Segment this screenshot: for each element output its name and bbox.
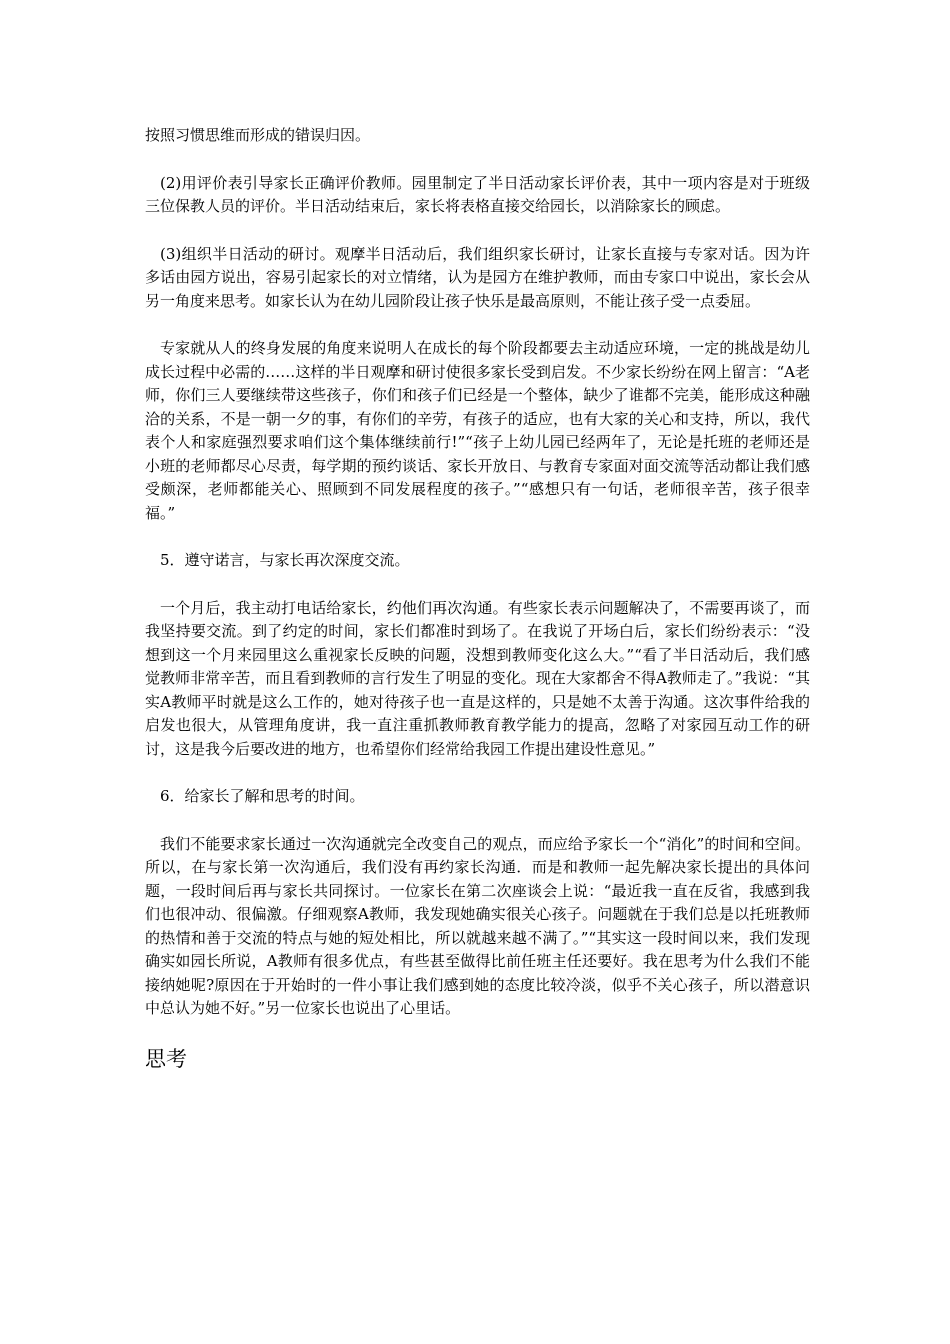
- paragraph-follow-up-call: 一个月后，我主动打电话给家长，约他们再次沟通。有些家长表示问题解决了，不需要再谈了，而我坚持要交流。到了约定的时间，家长们都准时到场了。在我说了开场白后，家长们纷纷表示：“没想到这一个月来园里这么重视家长反映的问题，没想到教师变化这么大。”“看了半日活动后，我们感觉教师非常辛苦，而且看到教师的言行发生了明显的变化。现在大家都舍不得A教师走了。”我说：“其实A教师平时就是这么工作的，她对待孩子也一直是这样的，只是她不太善于沟通。这次事件给我的启发也很大，从管理角度讲，我一直注重抓教师教育教学能力的提高，忽略了对家园互动工作的研讨，这是我今后要改进的地方，也希望你们经常给我园工作提出建设性意见。”: [145, 598, 810, 758]
- section-heading-6: 6．给家长了解和思考的时间。: [160, 787, 365, 805]
- paragraph-digest-time: 我们不能要求家长通过一次沟通就完全改变自己的观点，而应给予家长一个“消化”的时间和空间。所以，在与家长第一次沟通后，我们没有再约家长沟通．而是和教师一起先解决家长提出的具体问题，一段时间后再与家长共同探讨。一位家长在第二次座谈会上说：“最近我一直在反省，我感到我们也很冲动、很偏激。仔细观察A教师，我发现她确实很关心孩子。问题就在于我们总是以托班教师的热情和善于交流的特点与她的短处相比，所以就越来越不满了。”“其实这一段时间以来，我们发现确实如园长所说，A教师有很多优点，有些甚至做得比前任班主任还要好。我在思考为什么我们不能接纳她呢?原因在于开始时的一件小事让我们感到她的态度比较冷淡，似乎不关心孩子，所以潜意识中总认为她不好。”另一位家长也说出了心里话。: [145, 834, 810, 1017]
- paragraph-evaluation-form: (2)用评价表引导家长正确评价教师。园里制定了半日活动家长评价表，其中一项内容是对于班级三位保教人员的评价。半日活动结束后，家长将表格直接交给园长，以消除家长的顾虑。: [145, 173, 810, 215]
- paragraph-half-day-discussion: (3)组织半日活动的研讨。观摩半日活动后，我们组织家长研讨，让家长直接与专家对话。因为许多话由园方说出，容易引起家长的对立情绪，认为是园方在维护教师，而由专家口中说出，家长会从另一角度来思考。如家长认为在幼儿园阶段让孩子快乐是最高原则，不能让孩子受一点委屈。: [145, 244, 810, 310]
- paragraph-continuation: 按照习惯思维而形成的错误归因。: [145, 126, 371, 144]
- document-body: [145, 124, 810, 1073]
- paragraph-expert-comments: 专家就从人的终身发展的角度来说明人在成长的每个阶段都要去主动适应环境，一定的挑战是幼儿成长过程中必需的……这样的半日观摩和研讨使很多家长受到启发。不少家长纷纷在网上留言：“A老师，你们三人要继续带这些孩子，你们和孩子们已经是一个整体，缺少了谁都不完美，能形成这种融洽的关系，不是一朝一夕的事，有你们的辛劳，有孩子的适应，也有大家的关心和支持，所以，我代表个人和家庭强烈要求咱们这个集体继续前行!”“孩子上幼儿园已经两年了，无论是托班的老师还是小班的老师都尽心尽责，每学期的预约谈话、家长开放日、与教育专家面对面交流等活动都让我们感受颇深，老师都能关心、照顾到不同发展程度的孩子。”“感想只有一句话，老师很辛苦，孩子很幸福。”: [145, 339, 810, 522]
- section-heading-5: 5．遵守诺言，与家长再次深度交流。: [160, 551, 410, 569]
- section-title-thinking: 思考: [145, 1046, 187, 1071]
